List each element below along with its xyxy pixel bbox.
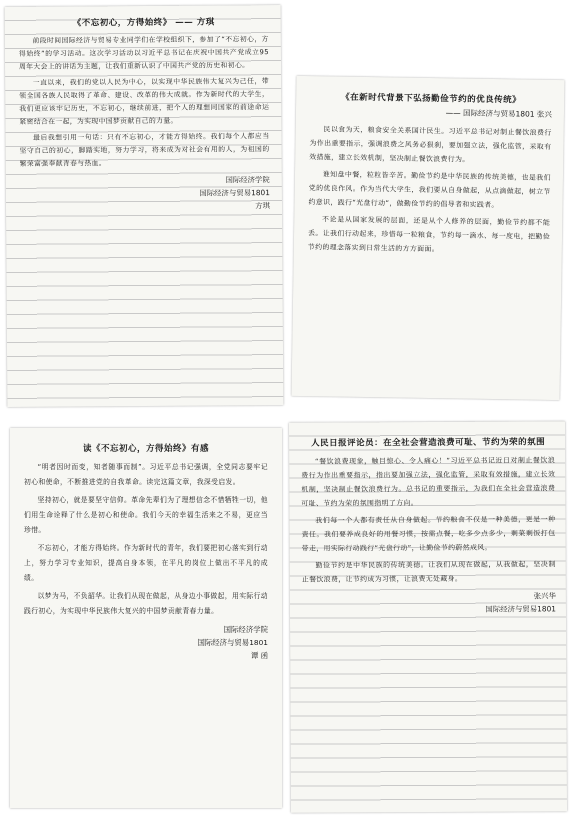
essay-sheet-2 [292, 76, 565, 400]
essay-1-title [19, 15, 269, 29]
essay-sheet-4 [289, 421, 567, 812]
essay-3-paragraph: 以梦为马，不负韶华。让我们从现在做起，从身边小事做起，用实际行动践行初心，为实现中华民族伟大复兴的中国梦贡献青春力量。 [24, 592, 268, 615]
essay-1-author-tag: —— 方琪 [175, 17, 215, 28]
essay-3-signature-class: 国际经济与贸易1801 [197, 638, 268, 647]
essay-1-paragraph: 一直以来，我们的党以人民为中心，以实现中华民族伟大复兴为己任，带领全国各族人民取得了革命、建设、改革的伟大成就。作为新时代的大学生，我们更应该牢记历史，不忘初心，继续前进，把个人的理想同国家的前途命运紧密结合在一起，为实现中国梦贡献自己的力量。 [19, 77, 270, 126]
essay-3-paragraph: 不忘初心，才能方得始终。作为新时代的青年，我们要把初心落实到行动上，努力学习专业知识，提高自身本领，在平凡的岗位上做出不平凡的成绩。 [24, 544, 268, 582]
essay-2-title: 《在新时代背景下弘扬勤俭节约的优良传统》 [341, 92, 522, 106]
essay-sheet-1 [5, 5, 284, 407]
essay-3-title: 读《不忘初心，方得始终》有感 [82, 444, 209, 454]
essay-2-paragraph: 不论是从国家发展的层面，还是从个人修养的层面，勤俭节约都不能丢。让我们行动起来，珍惜每一粒粮食，节约每一滴水、每一度电，把勤俭节约的理念落实到日常生活的方方面面。 [307, 215, 551, 254]
essay-3-paragraph: 坚持初心，就是要坚守信仰。革命先辈们为了理想信念不惜牺牲一切，他们用生命诠释了什么是初心和使命。我们今天的幸福生活来之不易，更应当珍惜。 [24, 496, 268, 534]
essay-1-paragraph: 最后我想引用一句话：只有不忘初心，才能方得始终。我们每个人都应当坚守自己的初心，脚踏实地，努力学习，将来成为对社会有用的人，为祖国的繁荣富强奉献青春与热血。 [19, 132, 270, 168]
essay-4-paragraph: 勤俭节约是中华民族的传统美德。让我们从现在做起，从我做起，坚决制止餐饮浪费，让节约成为习惯，让浪费无处藏身。 [301, 560, 556, 584]
essay-2-paragraph: 谁知盘中餐，粒粒皆辛苦。勤俭节约是中华民族的传统美德，也是我们党的优良作风。作为当代大学生，我们要从自身做起，从点滴做起，树立节约意识，践行“光盘行动”，做勤俭节约的倡导者和实践者。 [308, 170, 552, 210]
essay-2-subtitle: —— 国际经济与贸易1801 张兴 [445, 108, 553, 119]
essay-1-signature-class: 国际经济与贸易1801 [199, 188, 270, 198]
essay-1-paragraph: 前段时间国际经济与贸易专业同学们在学校组织下，参加了“不忘初心，方得始终”的学习活动。这次学习活动以习近平总书记在庆祝中国共产党成立95周年大会上的讲话为主题，让我们重新认识了中国共产党的历史和初心。 [18, 35, 269, 71]
essay-2-paragraph: 民以食为天，粮食安全关系国计民生。习近平总书记对制止餐饮浪费行为作出重要指示，强调浪费之风务必狠刹，要加强立法，强化监管，采取有效措施，建立长效机制，坚决制止餐饮浪费行为。 [309, 125, 552, 164]
essay-1-signature-school: 国际经济学院 [225, 175, 270, 185]
essay-3-paragraph: “明者因时而变，知者随事而制”。习近平总书记强调，全党同志要牢记初心和使命，不断推进党的自我革命。读完这篇文章，我深受启发。 [24, 463, 268, 486]
essay-1-signature-name: 方琪 [255, 201, 271, 211]
essay-4-paragraph: 我们每一个人都有责任从自身做起。节约粮食不仅是一种美德，更是一种责任。我们要养成良好的用餐习惯，按需点餐，吃多少点多少，剩菜剩饭打包带走，用实际行动践行“光盘行动”，让勤俭节约蔚然成风。 [301, 515, 556, 553]
essay-4-signature-name: 张兴华 [533, 591, 556, 601]
essay-sheet-3 [10, 428, 282, 808]
essay-3-signature-name: 谭 函 [250, 651, 268, 660]
essay-4-signature-class: 国际经济与贸易1801 [485, 604, 556, 614]
essay-4-paragraph: “餐饮浪费现象，触目惊心、令人痛心！”习近平总书记近日对制止餐饮浪费行为作出重要指示，指出要加强立法，强化监管，采取有效措施，建立长效机制，坚决制止餐饮浪费行为。总书记的重要指示，为我们在全社会营造浪费可耻、节约为荣的氛围指明了方向。 [301, 456, 556, 508]
essay-3-signature [24, 623, 268, 662]
essay-3-signature-school: 国际经济学院 [223, 625, 268, 634]
essay-1-title-text: 《不忘初心，方得始终》 [72, 17, 172, 29]
essay-4-signature [302, 589, 556, 616]
essay-1-signature [20, 173, 270, 214]
essay-4-title: 人民日报评论员：在全社会营造浪费可耻、节约为荣的氛围 [311, 437, 546, 449]
